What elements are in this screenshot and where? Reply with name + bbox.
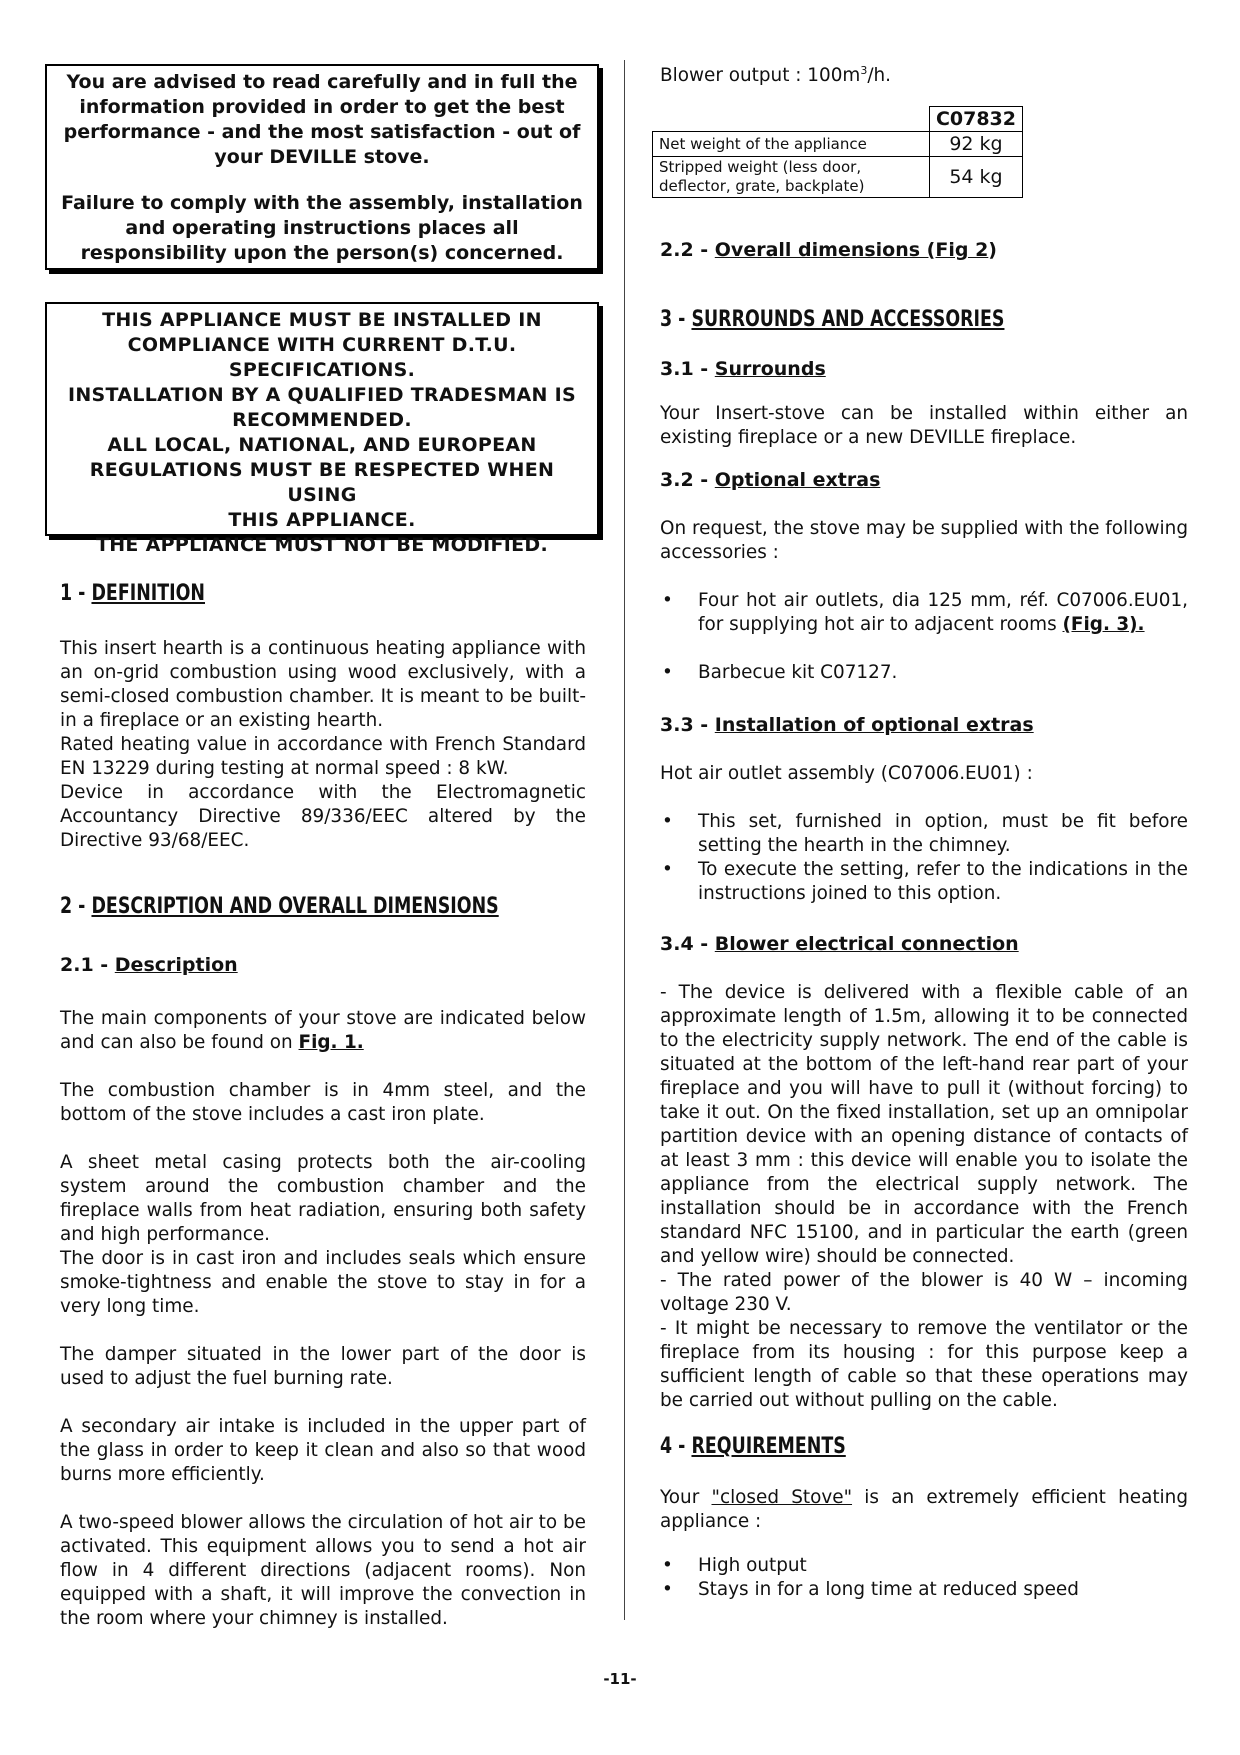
list-item: • This set, furnished in option, must be fit before setting the hearth in the chimney.: [662, 811, 1188, 856]
description-para-7: A two-speed blower allows the circulation of hot air to be activated. This equipment allows you to send a hot air flow in 4 different directions (adjacent rooms). Non equipped with a shaft, it will improve the convection in the room where your chimney is installed.: [60, 1512, 586, 1629]
section-1-heading: [60, 580, 205, 608]
subsection-3-2-heading: [660, 468, 880, 492]
page-number: -11-: [603, 1670, 637, 1688]
subsection-number: 3.4 -: [660, 933, 715, 955]
description-para-3: A sheet metal casing protects both the air-cooling system around the combustion chamber and the fireplace walls from heat radiation, ensuring both safety and high performance.: [60, 1152, 586, 1245]
subsection-title: Blower electrical connection: [714, 933, 1019, 955]
warning-line: SPECIFICATIONS.: [228, 359, 416, 381]
column-divider: [624, 60, 625, 1620]
list-item-text: Stays in for a long time at reduced speed: [698, 1579, 1079, 1600]
description-para-4: The door is in cast iron and includes seals which ensure smoke-tightness and enable the stove to stay in for a very long time.: [60, 1248, 586, 1317]
subsection-number: 3.3 -: [660, 714, 715, 736]
optional-extras-text: [660, 517, 1188, 685]
definition-para-2: Rated heating value in accordance with French Standard EN 13229 during testing at normal speed : 8 kW.: [60, 734, 586, 779]
subsection-2-2-heading: [660, 238, 997, 262]
requirements-list: [660, 1554, 1188, 1602]
warning-line: INSTALLATION BY A QUALIFIED TRADESMAN IS: [67, 384, 577, 406]
list-item: • To execute the setting, refer to the indications in the instructions joined to this option.: [662, 859, 1188, 904]
description-para-5: The damper situated in the lower part of the door is used to adjust the fuel burning rate.: [60, 1344, 586, 1389]
table-row: [653, 132, 1023, 157]
table-header-cell: C07832: [929, 107, 1022, 132]
warning-line: REGULATIONS MUST BE RESPECTED WHEN USING: [89, 459, 555, 506]
definition-text: [60, 637, 586, 853]
blower-output-sup: 3: [860, 64, 868, 77]
subsection-3-3-heading: [660, 713, 1034, 737]
table-row: [653, 157, 1023, 198]
requirements-text: [660, 1486, 1188, 1602]
section-title: DESCRIPTION AND OVERALL DIMENSIONS: [91, 894, 499, 919]
para-text: is an extremely efficient heating appliance :: [660, 1487, 1188, 1532]
section-number: 4 -: [660, 1434, 692, 1459]
blower-output: [660, 59, 891, 88]
section-number: 3 -: [660, 307, 692, 332]
table-blank-cell: [653, 107, 930, 132]
description-para-6: A secondary air intake is included in the upper part of the glass in order to keep it clean and also so that wood burns more efficiently.: [60, 1416, 586, 1485]
notice-para-1: You are advised to read carefully and in full the information provided in order to get the best performance - and the most satisfaction - out of your DEVILLE stove.: [63, 71, 581, 168]
warning-box: [45, 302, 599, 556]
optional-extras-list: [660, 589, 1188, 685]
list-item-text: To execute the setting, refer to the indications in the instructions joined to this option.: [698, 859, 1188, 904]
table-value-cell: 54 kg: [929, 157, 1022, 198]
subsection-tail: ): [988, 239, 997, 261]
blower-connection-para-2: - The rated power of the blower is 40 W – incoming voltage 230 V.: [660, 1270, 1188, 1315]
fig-3-link[interactable]: (Fig. 3).: [1062, 614, 1145, 635]
table-label-cell: Stripped weight (less door, deflector, grate, backplate): [653, 157, 930, 198]
installation-extras-text: [660, 762, 1188, 906]
subsection-3-4-heading: [660, 932, 1019, 956]
subsection-3-1-heading: [660, 357, 826, 381]
subsection-number: 3.1 -: [660, 358, 715, 380]
closed-stove-term: "closed Stove": [711, 1487, 853, 1508]
subsection-title: Overall dimensions (Fig 2: [714, 239, 989, 261]
definition-para-3: Device in accordance with the Electromagnetic Accountancy Directive 89/336/EEC altered by the Directive 93/68/EEC.: [60, 782, 586, 851]
description-para-2: The combustion chamber is in 4mm steel, and the bottom of the stove includes a cast iron plate.: [60, 1080, 586, 1125]
section-title: REQUIREMENTS: [691, 1434, 846, 1459]
subsection-title: Surrounds: [714, 358, 826, 380]
installation-extras-list: [660, 810, 1188, 906]
subsection-number: 2.1 -: [60, 954, 115, 976]
table-header-row: [653, 107, 1023, 132]
section-title: SURROUNDS AND ACCESSORIES: [691, 307, 1005, 332]
weights-table: [652, 106, 1023, 198]
subsection-number: 2.2 -: [660, 239, 715, 261]
list-item-text: This set, furnished in option, must be fit before setting the hearth in the chimney.: [698, 811, 1188, 856]
section-4-heading: [660, 1433, 846, 1461]
description-text: [60, 1007, 586, 1631]
section-3-heading: [660, 306, 1004, 334]
fig-1-link[interactable]: Fig. 1.: [298, 1032, 364, 1053]
para-text: The main components of your stove are indicated below and can also be found on: [60, 1008, 586, 1053]
list-item: • Barbecue kit C07127.: [662, 662, 898, 683]
subsection-number: 3.2 -: [660, 469, 715, 491]
optional-extras-para: On request, the stove may be supplied with the following accessories :: [660, 518, 1188, 563]
blower-connection-para-1: - The device is delivered with a flexible cable of an approximate length of 1.5m, allowing it to be connected to the electricity supply network. The end of the cable is situated at the bottom of the left-hand rear part of your fireplace and you will have to pull it (without forcing) to take it out. On the fixed installation, set up an omnipolar partition device with an opening distance of contacts of at least 3 mm : this device will enable you to isolate the appliance from the electrical supply network. The installation should be in accordance with the French standard NFC 15100, and in particular the earth (green and yellow wire) should be connected.: [660, 982, 1188, 1267]
warning-line: RECOMMENDED.: [232, 409, 412, 431]
surrounds-text: [660, 402, 1188, 450]
list-item-text: High output: [698, 1555, 807, 1576]
installation-extras-para: Hot air outlet assembly (C07006.EU01) :: [660, 763, 1033, 784]
subsection-2-1-heading: [60, 953, 238, 977]
blower-output-text: Blower output : 100m: [660, 65, 861, 87]
description-para-1: [60, 1007, 586, 1055]
table-label-cell: Net weight of the appliance: [653, 132, 930, 157]
blower-output-unit: /h.: [867, 65, 892, 87]
list-item-text: Four hot air outlets, dia 125 mm, réf. C07006.EU01, for supplying hot air to adjacent rooms: [698, 590, 1188, 635]
section-number: 2 -: [60, 894, 92, 919]
list-item: • Four hot air outlets, dia 125 mm, réf. C07006.EU01, for supplying hot air to adjacent rooms (Fig. 3).: [662, 590, 1188, 635]
blower-connection-para-3: - It might be necessary to remove the ventilator or the fireplace from its housing : for this purpose keep a sufficient length of cable so that these operations may be carried out without pulling on the cable.: [660, 1318, 1188, 1411]
list-item: • High output: [662, 1555, 807, 1576]
warning-line: THIS APPLIANCE.: [228, 509, 416, 531]
warning-line: THIS APPLIANCE MUST BE INSTALLED IN: [102, 309, 542, 331]
subsection-title: Optional extras: [714, 469, 881, 491]
notice-para-2: Failure to comply with the assembly, installation and operating instructions places all responsibility upon the person(s) concerned.: [61, 192, 583, 264]
surrounds-para: Your Insert-stove can be installed within either an existing fireplace or a new DEVILLE fireplace.: [660, 403, 1188, 448]
section-2-heading: [60, 893, 499, 921]
list-item-text: Barbecue kit C07127.: [698, 662, 898, 683]
table-value-cell: 92 kg: [929, 132, 1022, 157]
subsection-title: Installation of optional extras: [714, 714, 1034, 736]
list-item: • Stays in for a long time at reduced speed: [662, 1579, 1079, 1600]
section-number: 1 -: [60, 581, 92, 606]
warning-line: ALL LOCAL, NATIONAL, AND EUROPEAN: [107, 434, 537, 456]
subsection-title: Description: [114, 954, 238, 976]
para-text: Your: [660, 1487, 712, 1508]
warning-line: THE APPLIANCE MUST NOT BE MODIFIED.: [95, 534, 549, 556]
section-title: DEFINITION: [91, 581, 206, 606]
definition-para-1: This insert hearth is a continuous heating appliance with an on-grid combustion using wood exclusively, with a semi-closed combustion chamber. It is meant to be built-in a fireplace or an existing hearth.: [60, 638, 586, 731]
warning-line: COMPLIANCE WITH CURRENT D.T.U.: [127, 334, 517, 356]
blower-connection-text: [660, 981, 1188, 1413]
requirements-para: [660, 1486, 1188, 1534]
notice-box: [45, 64, 599, 270]
